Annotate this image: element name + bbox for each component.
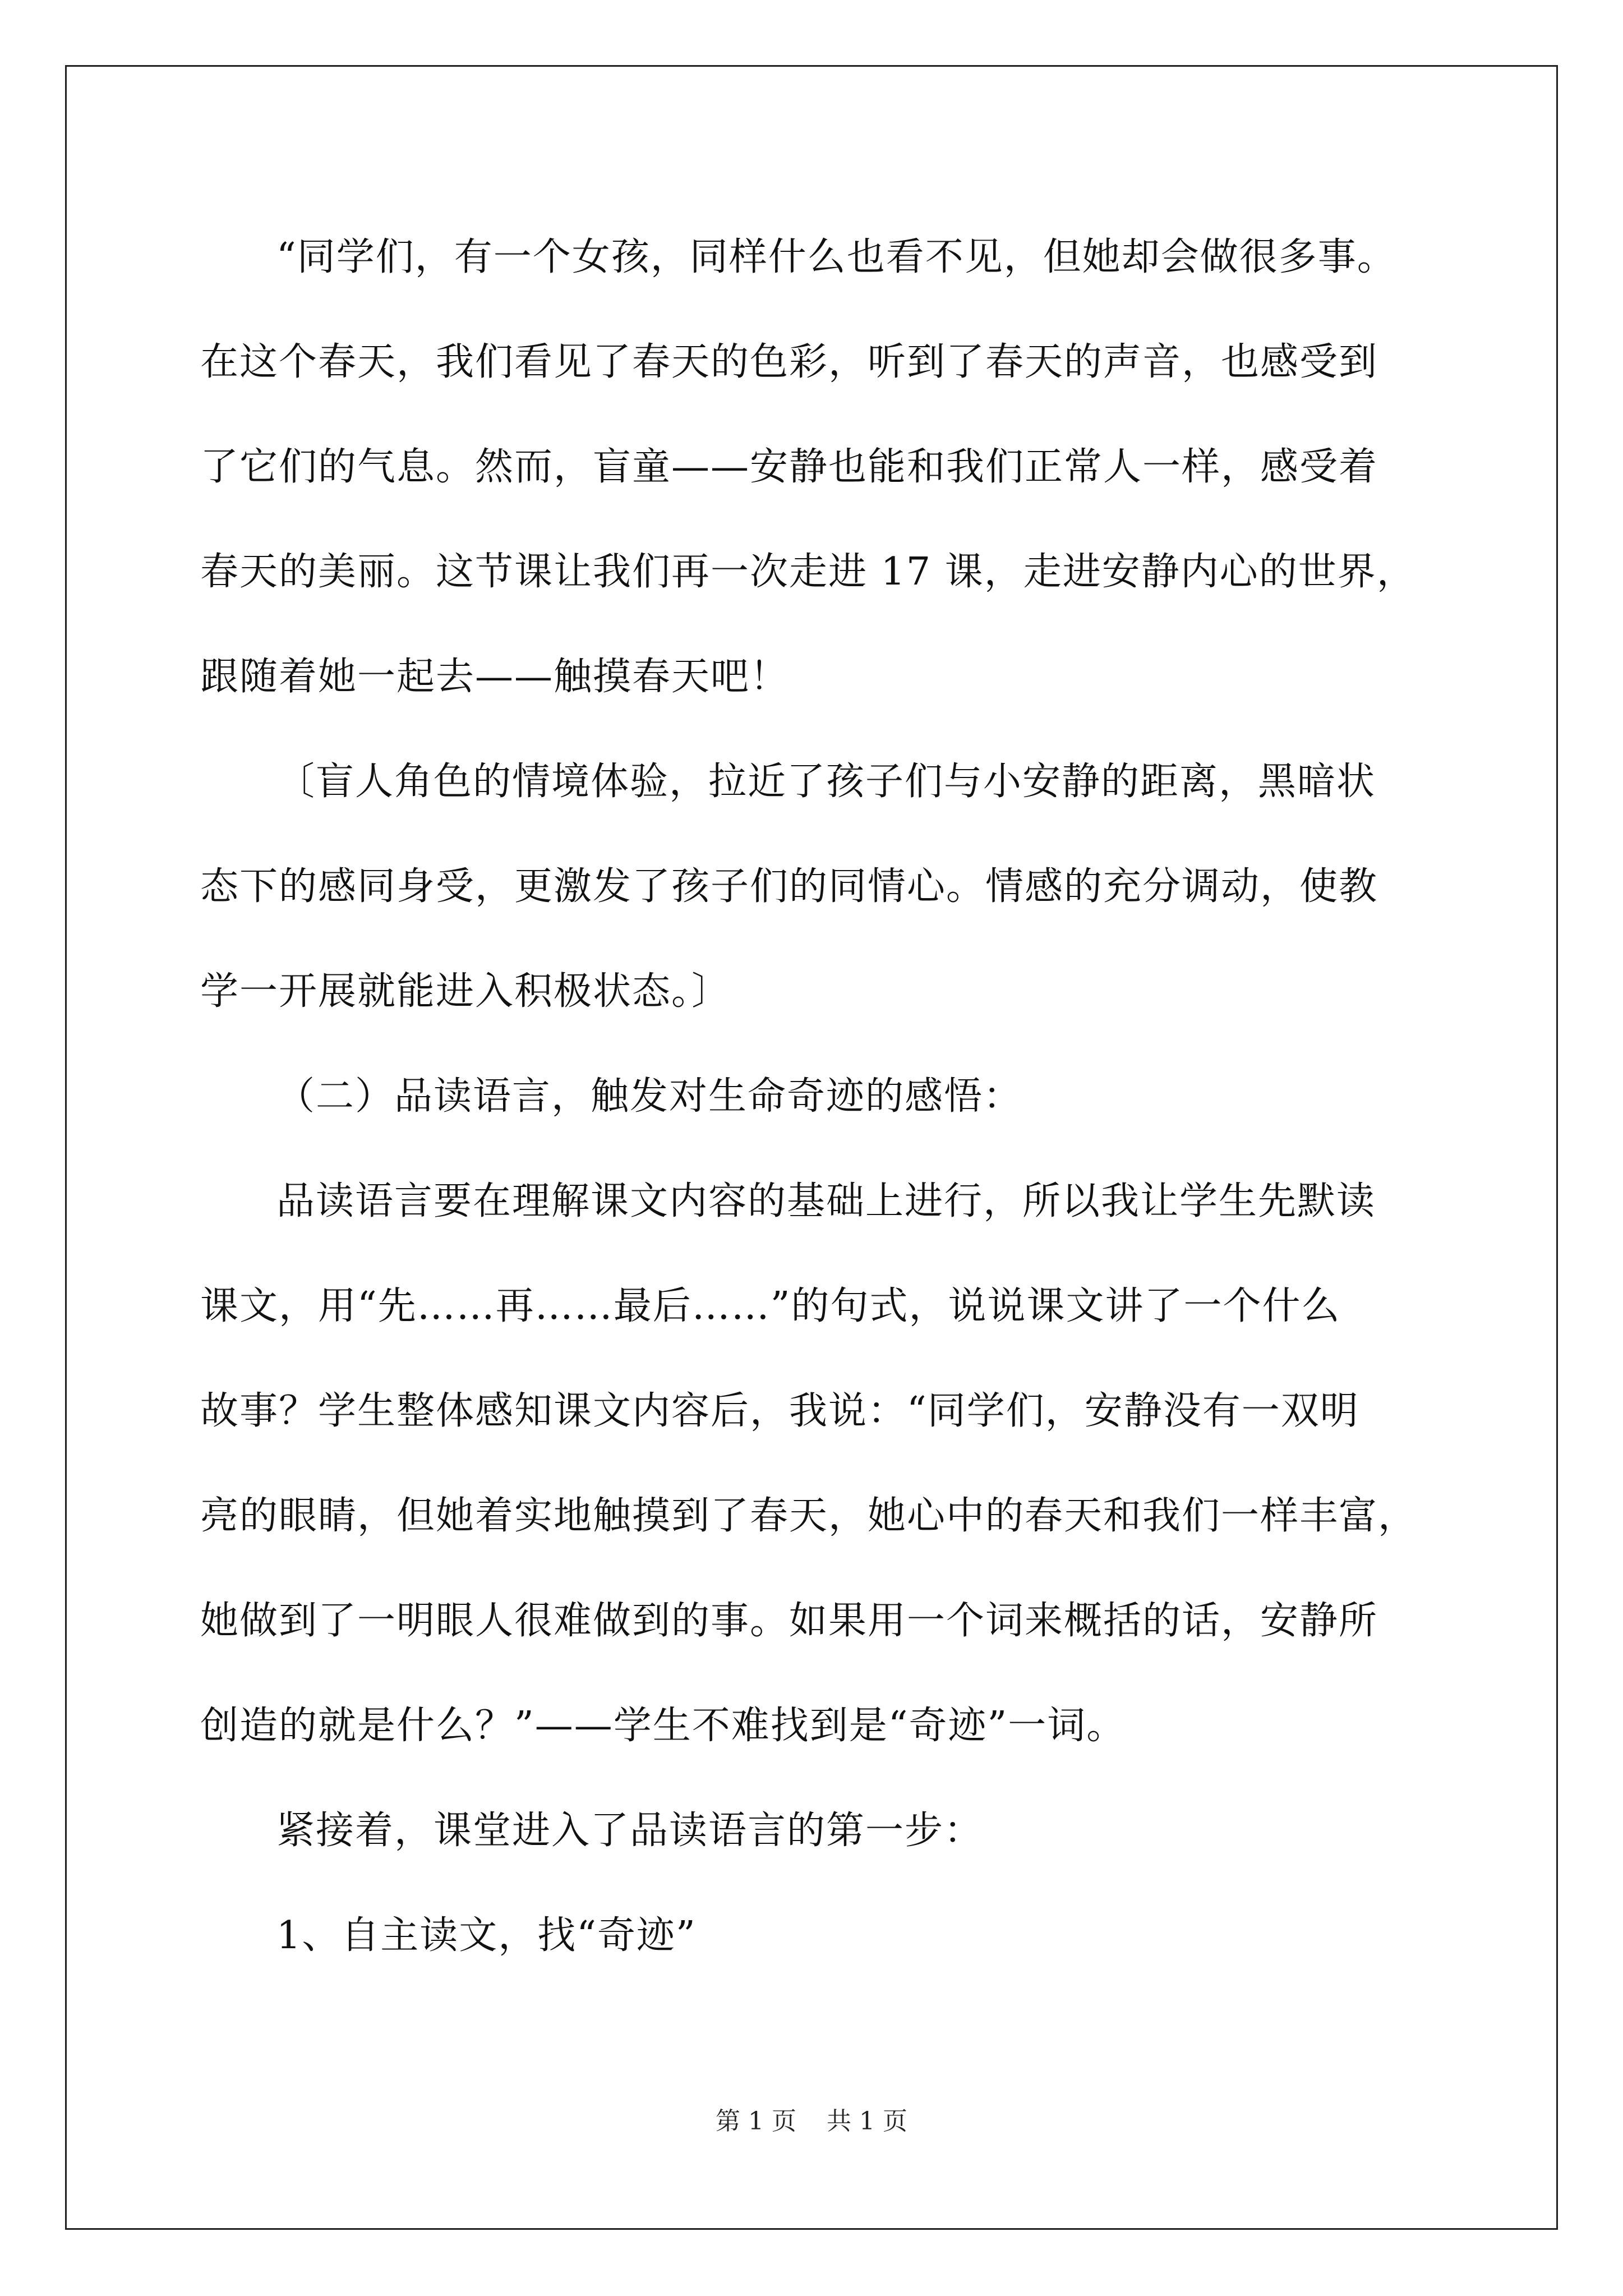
text-line: 品读语言要在理解课文内容的基础上进行，所以我让学生先默读: [276, 1179, 1376, 1223]
text-line: 学一开展就能进入积极状态。〕: [200, 969, 731, 1014]
text-line: 创造的就是什么？”——学生不难找到是“奇迹”一词。: [200, 1704, 1126, 1748]
text-line: 她做到了一明眼人很难做到的事。如果用一个词来概括的话，安静所: [200, 1599, 1378, 1643]
text-line: 紧接着，课堂进入了品读语言的第一步：: [276, 1809, 984, 1853]
text-line: 〔盲人角色的情境体验，拉近了孩子们与小安静的距离，黑暗状: [276, 760, 1376, 804]
text-line: 1、自主读文，找“奇迹”: [276, 1913, 697, 1958]
text-line: 在这个春天，我们看见了春天的色彩，听到了春天的声音，也感受到: [200, 340, 1378, 384]
text-line: 亮的眼睛，但她着实地触摸到了春天，她心中的春天和我们一样丰富，: [200, 1494, 1418, 1538]
text-line: 跟随着她一起去——触摸春天吧！: [200, 655, 790, 699]
page-footer: [0, 2101, 1623, 2137]
page-total: 共 1 页: [827, 2107, 907, 2136]
text-line: “同学们，有一个女孩，同样什么也看不见，但她却会做很多事。: [276, 235, 1396, 279]
text-line: 春天的美丽。这节课让我们再一次走进 17 课，走进安静内心的世界，: [200, 550, 1416, 594]
text-line: 态下的感同身受，更激发了孩子们的同情心。情感的充分调动，使教: [200, 864, 1378, 909]
text-line: 课文，用“先……再……最后……”的句式，说说课文讲了一个什么: [200, 1284, 1341, 1328]
paragraph-intro-quote: [200, 205, 1445, 729]
list-item-step-one: [200, 1883, 1445, 1988]
text-line: （二）品读语言，触发对生命奇迹的感悟：: [276, 1074, 1023, 1119]
text-line: 了它们的气息。然而，盲童——安静也能和我们正常人一样，感受着: [200, 445, 1378, 489]
paragraph-next-step: [200, 1778, 1445, 1883]
section-heading: [200, 1044, 1445, 1149]
page-number: 第 1 页: [716, 2107, 796, 2136]
text-line: 故事？学生整体感知课文内容后，我说：“同学们，安静没有一双明: [200, 1389, 1359, 1433]
paragraph-commentary: [200, 729, 1445, 1044]
paragraph-reading: [200, 1149, 1445, 1778]
document-body: [200, 205, 1445, 1988]
